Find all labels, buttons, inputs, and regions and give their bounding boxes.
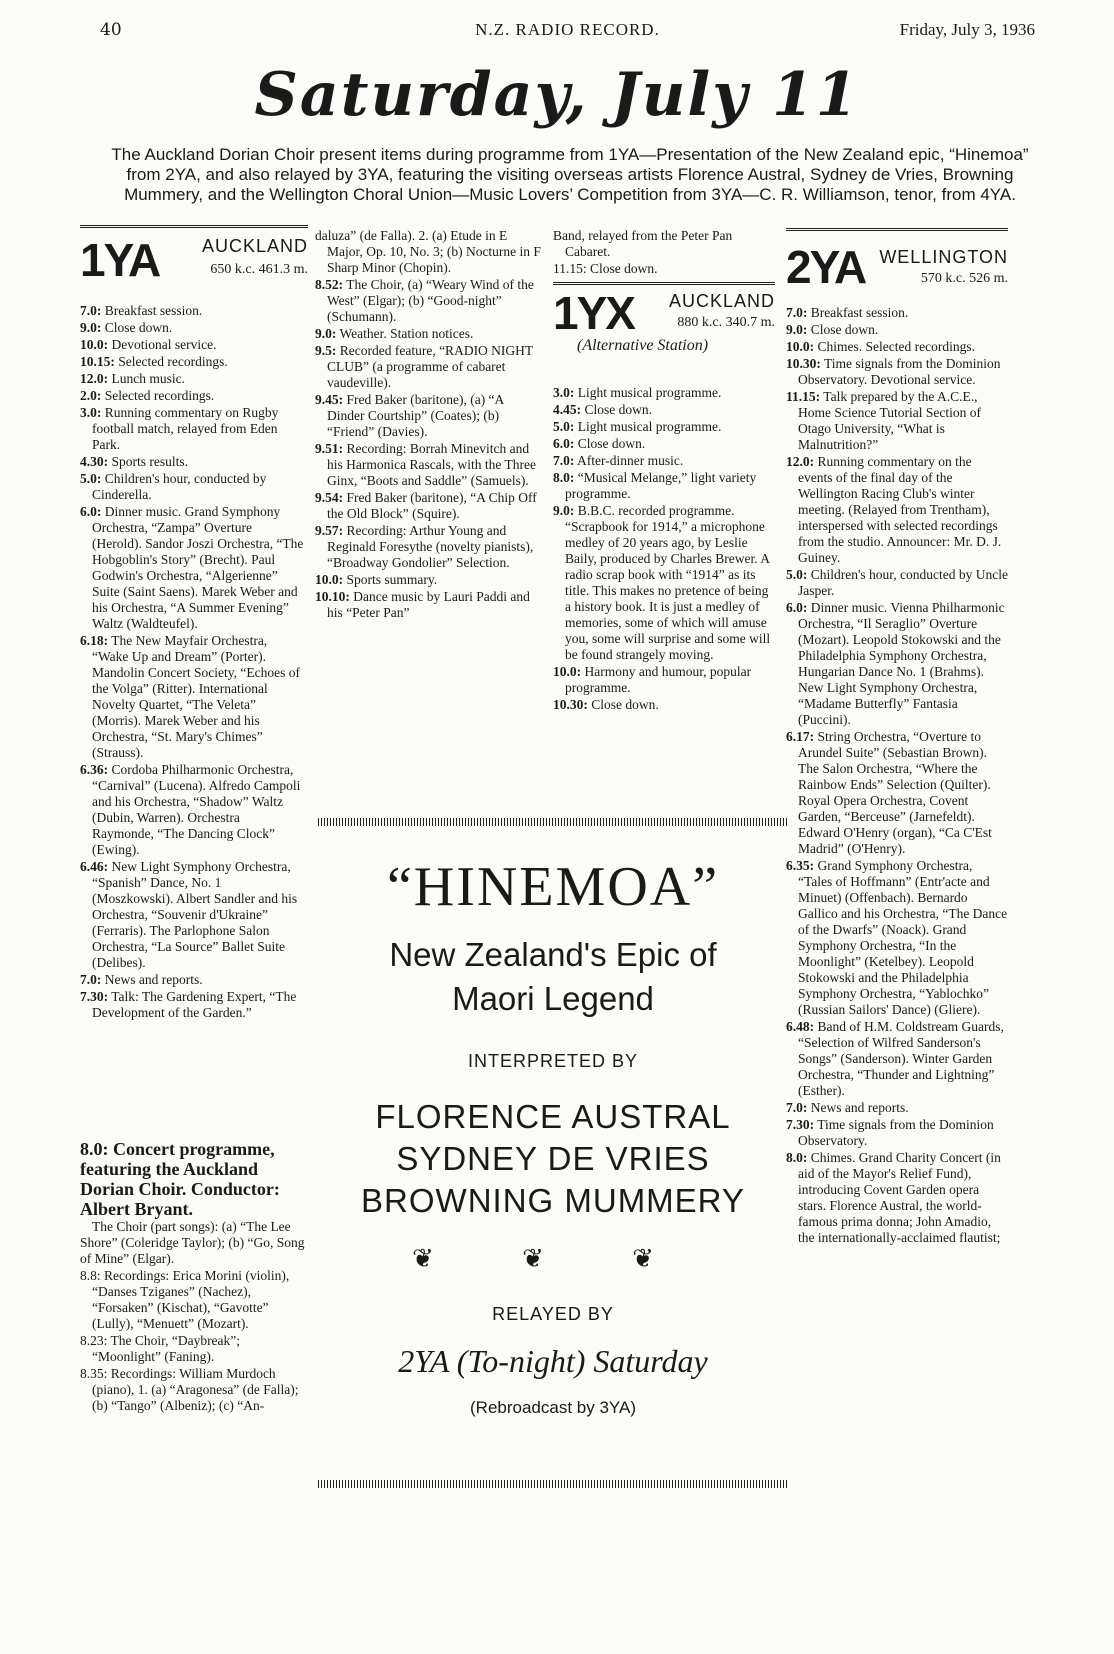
advert-subtitle-line: Maori Legend bbox=[452, 980, 654, 1017]
list-item bbox=[315, 523, 543, 571]
station-call-sign: 1YX bbox=[553, 287, 634, 339]
entry-time: 12.0: bbox=[786, 454, 815, 469]
entry-text: Children's hour, conducted by Uncle Jasper. bbox=[798, 567, 1008, 598]
entry-text: Close down. bbox=[574, 436, 646, 451]
station-call-sign: 1YA bbox=[80, 234, 160, 286]
entry-time: 7.0: bbox=[80, 972, 102, 987]
station-2ya-header bbox=[786, 228, 1008, 297]
list-item bbox=[786, 729, 1008, 857]
station-1yx-header bbox=[553, 282, 775, 361]
entry-time: 12.0: bbox=[80, 371, 109, 386]
list-item bbox=[553, 402, 775, 418]
list-item bbox=[80, 337, 305, 353]
entry-text: Time signals from the Dominion Observatory. bbox=[798, 1117, 994, 1148]
page-header bbox=[100, 20, 1035, 44]
entry-time: 6.46: bbox=[80, 859, 109, 874]
entry-time: 9.5: bbox=[315, 343, 337, 358]
column-1ya-continued-2 bbox=[315, 228, 543, 622]
entry-time: 9.57: bbox=[315, 523, 344, 538]
publication-name: N.Z. RADIO RECORD. bbox=[475, 20, 660, 39]
entry-text: Recording: Arthur Young and Reginald Foresythe (novelty pianists), “Broadway Gondolier” Selection. bbox=[327, 523, 534, 570]
advert-subtitle bbox=[318, 933, 788, 1021]
entry-text: Children's hour, conducted by Cinderella. bbox=[92, 471, 267, 502]
list-item bbox=[786, 600, 1008, 728]
advert-relayed: RELAYED BY bbox=[492, 1304, 614, 1324]
entry-time: 9.0: bbox=[553, 503, 575, 518]
entry-time: 6.48: bbox=[786, 1019, 815, 1034]
entry-time: 6.35: bbox=[786, 858, 815, 873]
list-item bbox=[553, 419, 775, 435]
station-city: AUCKLAND bbox=[668, 291, 775, 311]
entry-text: Lunch music. bbox=[108, 371, 185, 386]
entry-time: 7.0: bbox=[786, 1100, 808, 1115]
entry-time: 5.0: bbox=[80, 471, 102, 486]
list-item bbox=[80, 972, 305, 988]
entry-text: Weather. Station notices. bbox=[336, 326, 474, 341]
entry-time: 10.15: bbox=[80, 354, 115, 369]
entry-text: Devotional service. bbox=[108, 337, 217, 352]
column-1ya-end bbox=[553, 228, 775, 278]
list-item bbox=[80, 388, 305, 404]
entry-text: Recording: Borrah Minevitch and his Harmonica Rascals, with the Three Ginx, “Boots and Saddle” (Samuels). bbox=[327, 441, 536, 488]
list-item bbox=[315, 343, 543, 391]
entry-text: Recorded feature, “RADIO NIGHT CLUB” (a programme of cabaret vaudeville). bbox=[327, 343, 533, 390]
divider bbox=[318, 1480, 788, 1488]
entry-text: Close down. bbox=[587, 697, 659, 712]
entry-time: 9.0: bbox=[786, 322, 808, 337]
entry-time: 4.30: bbox=[80, 454, 109, 469]
entry-text: Fred Baker (baritone), (a) “A Dinder Courtship” (Coates); (b) “Friend” (Davies). bbox=[327, 392, 504, 439]
entry-text: Talk: The Gardening Expert, “The Development of the Garden.” bbox=[92, 989, 297, 1020]
entry-time: 10.30: bbox=[786, 356, 821, 371]
advert-subtitle-line: New Zealand's Epic of bbox=[389, 936, 717, 973]
entry-time: 7.30: bbox=[80, 989, 109, 1004]
entry-time: 10.0: bbox=[786, 339, 815, 354]
entry-time: 9.51: bbox=[315, 441, 344, 456]
entry-time: 9.0: bbox=[315, 326, 337, 341]
entry-text: Time signals from the Dominion Observatory. Devotional service. bbox=[798, 356, 1001, 387]
entry-text: Close down. bbox=[101, 320, 173, 335]
entry-time: 4.45: bbox=[553, 402, 582, 417]
list-item bbox=[786, 454, 1008, 566]
station-frequency: 650 k.c. 461.3 m. bbox=[210, 262, 308, 277]
page-title: Saturday, July 11 bbox=[254, 60, 860, 130]
hinemoa-advert bbox=[318, 855, 788, 1418]
list-item bbox=[553, 697, 775, 713]
column-1ya-continued bbox=[80, 1139, 305, 1415]
entry-text: Breakfast session. bbox=[807, 305, 909, 320]
station-1ya-header bbox=[80, 225, 308, 294]
list-item bbox=[80, 405, 305, 453]
entry-time: 2.0: bbox=[80, 388, 102, 403]
list-item bbox=[786, 858, 1008, 1018]
entry-time: 9.54: bbox=[315, 490, 344, 505]
entry-time: 7.0: bbox=[786, 305, 808, 320]
list-item bbox=[553, 470, 775, 502]
list-item bbox=[786, 1117, 1008, 1149]
list-item bbox=[80, 371, 305, 387]
entry-text: Selected recordings. bbox=[101, 388, 215, 403]
concert-heading: 8.0: Concert programme, featuring the Auckland Dorian Choir. Conductor: Albert Bryant. bbox=[80, 1139, 280, 1219]
entry-text: Close down. bbox=[581, 402, 652, 417]
entry-text: B.B.C. recorded programme. “Scrapbook for 1914,” a microphone medley of 20 years ago, by Leslie Baily, produced by Charles Brewer. A radio scrap book with “1914” as its title. This makes no pretence of being a history book. It is just a medley of memories, some of which will amuse you, some will surprise and some will be found strangely moving. bbox=[565, 503, 771, 662]
station-note: (Alternative Station) bbox=[577, 337, 709, 354]
entry-text: String Orchestra, “Overture to Arundel Suite” (Sebastian Brown). The Salon Orchestra, “Where the Rainbow Ends” Selection (Quilter). Royal Opera Orchestra, Covent Garden, “Berceuse” (Jarnefeldt). Edward O'Henry (organ), “Ca C'Est Madrid” (O'Henry). bbox=[798, 729, 992, 856]
entry-time: 10.10: bbox=[315, 589, 350, 604]
entry-time: 10.0: bbox=[315, 572, 344, 587]
list-item bbox=[80, 471, 305, 503]
list-item bbox=[786, 1100, 1008, 1116]
list-item bbox=[315, 572, 543, 588]
entry-time: 6.17: bbox=[786, 729, 815, 744]
list-item bbox=[80, 504, 305, 632]
list-item bbox=[553, 503, 775, 663]
entry-time: 9.0: bbox=[80, 320, 102, 335]
entry-text: Dinner music. Grand Symphony Orchestra, “Zampa” Overture (Herold). Sandor Joszi Orchestra, “The Hobgoblin's Story” (Brecht). Paul Godwin's Orchestra, “Algerienne” Suite (Saint Saens). Marek Weber and his Orchestra, “A Summer Evening” Waltz (Waldteufel). bbox=[92, 504, 304, 631]
entry-time: 7.0: bbox=[553, 453, 575, 468]
list-item bbox=[786, 389, 1008, 453]
divider bbox=[318, 818, 788, 826]
entry-time: 11.15: bbox=[786, 389, 821, 404]
entry-text: Cordoba Philharmonic Orchestra, “Carnival” (Lucena). Alfredo Campoli and his Orchestra, “Shadow” Waltz (Dubin, Warren). Orchestra Raymonde, “The Dancing Clock” (Ewing). bbox=[92, 762, 301, 857]
list-item: The Choir (part songs): (a) “The Lee Shore” (Coleridge Taylor); (b) “Go, Song of Mine” (Elgar). bbox=[80, 1219, 305, 1266]
entry-text: Band of H.M. Coldstream Guards, “Selection of Wilfred Sanderson's Songs” (Sanderson). Winter Garden Orchestra, “Thunder and Lightning” (Esther). bbox=[798, 1019, 1004, 1098]
entry-text: Harmony and humour, popular programme. bbox=[565, 664, 752, 695]
entry-time: 3.0: bbox=[553, 385, 575, 400]
list-item bbox=[315, 277, 543, 325]
entry-time: 6.0: bbox=[80, 504, 102, 519]
artist-name: SYDNEY DE VRIES bbox=[396, 1140, 710, 1177]
list-item bbox=[553, 436, 775, 452]
list-item: 8.23: The Choir, “Daybreak”; “Moonlight” (Faning). bbox=[80, 1333, 241, 1364]
entry-text: Sports summary. bbox=[343, 572, 438, 587]
advert-interpreted: INTERPRETED BY bbox=[467, 1051, 639, 1071]
entry-text: Running commentary on the events of the final day of the Wellington Racing Club's winter meeting. (Relayed from Trentham), interspersed with selected recordings from the studio. Announcer: Mr. D. J. Guiney. bbox=[798, 454, 1002, 565]
station-frequency: 880 k.c. 340.7 m. bbox=[677, 315, 775, 330]
entry-text: Close down. bbox=[807, 322, 879, 337]
entry-text: Sports results. bbox=[108, 454, 189, 469]
entry-text: News and reports. bbox=[101, 972, 203, 987]
column-2ya bbox=[786, 305, 1008, 1247]
entry-time: 10.30: bbox=[553, 697, 588, 712]
column-1ya bbox=[80, 303, 305, 1022]
advert-rebroadcast: (Rebroadcast by 3YA) bbox=[470, 1398, 636, 1417]
entry-text: New Light Symphony Orchestra, “Spanish” Dance, No. 1 (Moszkowski). Albert Sandler and his Orchestra, “Souvenir d'Ukraine” (Ferraris). The Parlophone Salon Orchestra, “La Source” Ballet Suite (Delibes). bbox=[92, 859, 298, 970]
list-item: Band, relayed from the Peter Pan Cabaret. bbox=[553, 228, 733, 259]
entry-text: “Musical Melange,” light variety programme. bbox=[565, 470, 757, 501]
list-item bbox=[315, 441, 543, 489]
list-item bbox=[786, 305, 1008, 321]
entry-time: 10.0: bbox=[553, 664, 582, 679]
entry-text: Light musical programme. bbox=[574, 419, 722, 434]
entry-time: 8.0: bbox=[786, 1150, 808, 1165]
list-item bbox=[786, 339, 1008, 355]
entry-time: 6.0: bbox=[553, 436, 575, 451]
list-item bbox=[80, 762, 305, 858]
entry-time: 5.0: bbox=[553, 419, 575, 434]
list-item bbox=[786, 567, 1008, 599]
entry-text: Light musical programme. bbox=[574, 385, 722, 400]
entry-text: Grand Symphony Orchestra, “Tales of Hoffmann” (Entr'acte and Minuet) (Offenbach). Bernardo Gallico and his Orchestra, “The Dance of the Dwarfs” (Noack). Grand Symphony Orchestra, “In the Moonlight” (Ketelbey). Leopold Stokowski and the Philadelphia Symphony Orchestra, “Yablochko” (Russian Sailors' Dance) (Gliere). bbox=[798, 858, 1008, 1017]
artist-name: FLORENCE AUSTRAL bbox=[375, 1098, 731, 1135]
list-item bbox=[80, 989, 305, 1021]
list-item: 8.35: Recordings: William Murdoch (piano), 1. (a) “Aragonesa” (de Falla); (b) “Tango” (Albeniz); (c) “An- bbox=[80, 1366, 299, 1413]
entry-text: Running commentary on Rugby football match, relayed from Eden Park. bbox=[92, 405, 279, 452]
intro-paragraph: The Auckland Dorian Choir present items during programme from 1YA—Presentation of the New Zealand epic, “Hinemoa” from 2YA, and also relayed by 3YA, featuring the visiting overseas artists Florence Austral, Sydney de Vries, Browning Mummery, and the Wellington Choral Union—Music Lovers’ Competition from 3YA—C. R. Williamson, tenor, from 4YA. bbox=[111, 145, 1029, 204]
entry-time: 10.0: bbox=[80, 337, 109, 352]
list-item bbox=[80, 454, 305, 470]
list-item bbox=[553, 385, 775, 401]
advert-station: 2YA (To-night) Saturday bbox=[398, 1343, 708, 1379]
list-item bbox=[80, 354, 305, 370]
entry-text: Breakfast session. bbox=[101, 303, 203, 318]
entry-text: Dance music by Lauri Paddi and his “Peter Pan” bbox=[327, 589, 530, 620]
list-item bbox=[80, 633, 305, 761]
entry-time: 6.0: bbox=[786, 600, 808, 615]
list-item: 8.8: Recordings: Erica Morini (violin), “Danses Tziganes” (Nachez), “Forsaken” (Kischat), “Gavotte” (Lully), “Menuett” (Mozart). bbox=[80, 1268, 290, 1331]
entry-time: 6.18: bbox=[80, 633, 109, 648]
list-item: 11.15: Close down. bbox=[553, 261, 658, 276]
list-item bbox=[553, 664, 775, 696]
station-city: AUCKLAND bbox=[201, 236, 308, 256]
issue-date: Friday, July 3, 1936 bbox=[899, 20, 1035, 39]
entry-text: Chimes. Selected recordings. bbox=[814, 339, 975, 354]
entry-time: 9.45: bbox=[315, 392, 344, 407]
list-item bbox=[80, 303, 305, 319]
list-item bbox=[80, 320, 305, 336]
list-item bbox=[315, 228, 543, 276]
advert-title: “HINEMOA” bbox=[386, 856, 720, 918]
list-item bbox=[80, 859, 305, 971]
entry-text: Dinner music. Vienna Philharmonic Orchestra, “Il Seraglio” Overture (Mozart). Leopold Stokowski and the Philadelphia Symphony Orchestra, Hungarian Dance No. 1 (Brahms). New Light Symphony Orchestra, “Madame Butterfly” Fantasia (Puccini). bbox=[798, 600, 1005, 727]
list-item bbox=[786, 1019, 1008, 1099]
list-item bbox=[315, 392, 543, 440]
list-item bbox=[315, 589, 543, 621]
entry-text: Selected recordings. bbox=[114, 354, 228, 369]
artist-name: BROWNING MUMMERY bbox=[361, 1182, 745, 1219]
station-city: WELLINGTON bbox=[879, 247, 1008, 267]
entry-text: daluza” (de Falla). 2. (a) Etude in E Major, Op. 10, No. 3; (b) Nocturne in F Sharp Minor (Chopin). bbox=[315, 228, 541, 275]
entry-time: 8.0: bbox=[553, 470, 575, 485]
entry-text: Talk prepared by the A.C.E., Home Science Tutorial Section of Otago University, “What is Malnutrition?” bbox=[798, 389, 981, 452]
list-item bbox=[786, 356, 1008, 388]
entry-text: The New Mayfair Orchestra, “Wake Up and Dream” (Porter). Mandolin Concert Society, “Echoes of the Volga” (Ritter). International Novelty Quartet, “The Veleta” (Morris). Marek Weber and his Orchestra, “St. Mary's Chimes” (Strauss). bbox=[92, 633, 300, 760]
page-number: 40 bbox=[100, 20, 122, 40]
station-frequency: 570 k.c. 526 m. bbox=[920, 271, 1008, 286]
entry-time: 6.36: bbox=[80, 762, 109, 777]
entry-time: 8.52: bbox=[315, 277, 344, 292]
list-item bbox=[786, 322, 1008, 338]
entry-text: Fred Baker (baritone), “A Chip Off the Old Block” (Squire). bbox=[327, 490, 537, 521]
list-item bbox=[553, 453, 775, 469]
list-item bbox=[315, 490, 543, 522]
list-item bbox=[786, 1150, 1008, 1246]
ornament-icon: ❦ ❦ ❦ bbox=[412, 1244, 694, 1274]
advert-artists bbox=[318, 1096, 788, 1222]
entry-text: After-dinner music. bbox=[574, 453, 684, 468]
entry-text: Chimes. Grand Charity Concert (in aid of the Mayor's Relief Fund), introducing Covent Garden opera stars. Florence Austral, the world-famous prima donna; John Amadio, the internationally-acclaimed flautist; bbox=[798, 1150, 1001, 1245]
entry-time: 7.30: bbox=[786, 1117, 815, 1132]
entry-time: 5.0: bbox=[786, 567, 808, 582]
list-item bbox=[315, 326, 543, 342]
entry-time: 7.0: bbox=[80, 303, 102, 318]
column-1yx bbox=[553, 385, 775, 714]
station-call-sign: 2YA bbox=[786, 241, 866, 293]
entry-time: 3.0: bbox=[80, 405, 102, 420]
entry-text: The Choir, (a) “Weary Wind of the West” (Elgar); (b) “Good-night” (Schumann). bbox=[327, 277, 534, 324]
entry-text: News and reports. bbox=[807, 1100, 909, 1115]
